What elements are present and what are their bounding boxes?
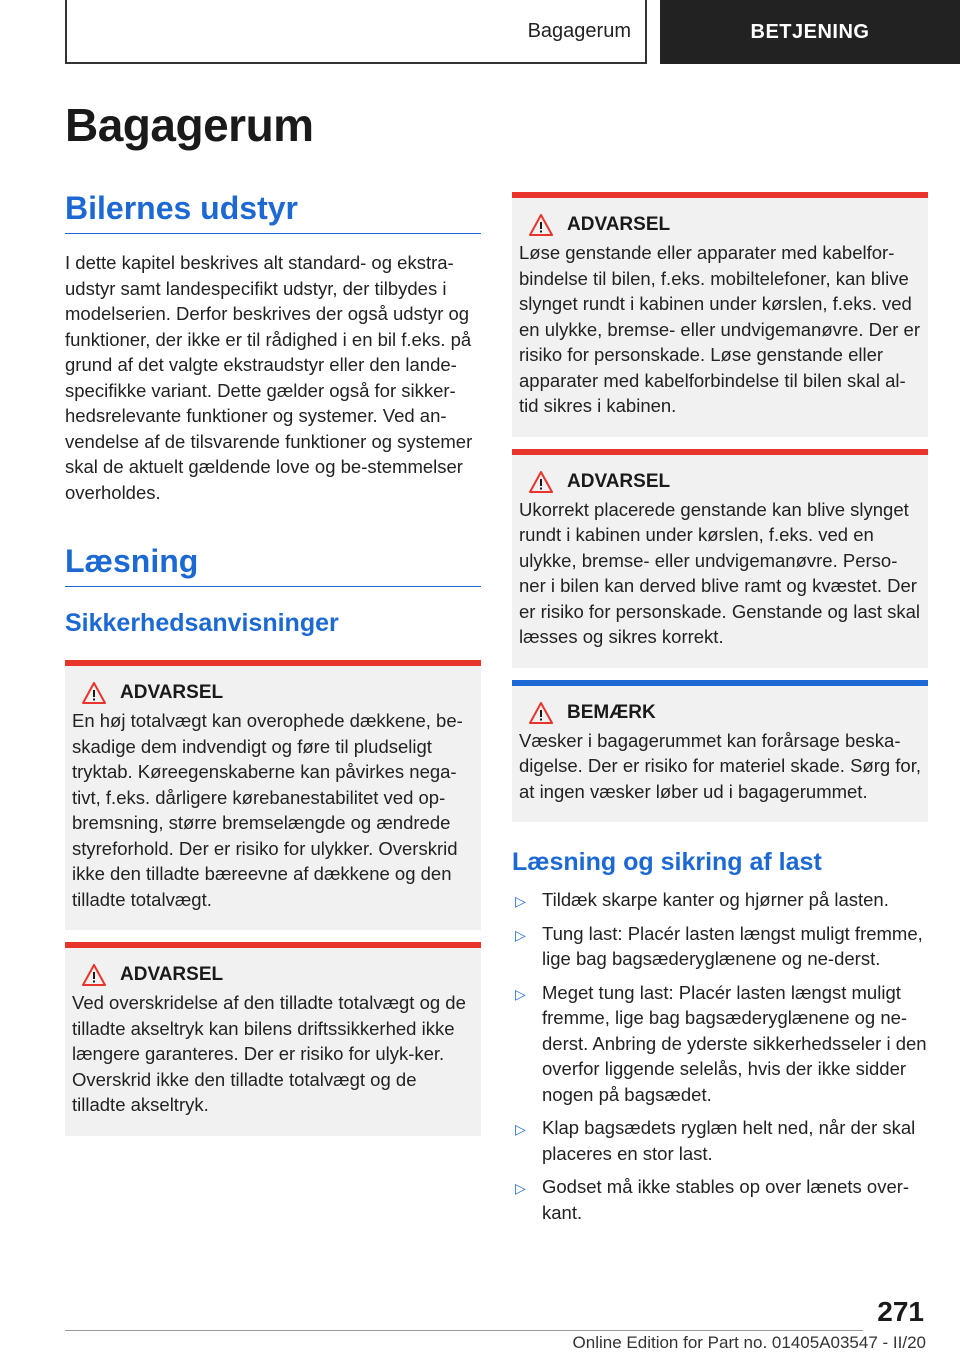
note-box-liquids [512,680,928,823]
warning-triangle-icon [82,682,106,704]
subsection-title-safety: Sikkerhedsanvisninger [65,609,339,637]
section-title-equipment: Bilernes udstyr [65,190,481,234]
header-section-name: Bagagerum [527,19,631,42]
warning-text: En høj totalvægt kan overophede dækkene, be-skadige dem indvendigt og føre til pludseligt tryktab. Køreegenskaberne kan påvirkes nega-tivt, f.eks. dårligere kørebanestabilitet ved op-bremsning, større bremselængde og ændrede styreforhold. Der er risiko for ulykker. Overskrid ikke den tilladte bæreevne af dækkene og den tilladte totalvægt. [72,710,463,910]
warning-triangle-icon [529,214,553,236]
list-item: ▷ Godset må ikke stables op over lænets over-kant. [515,1176,910,1223]
triangle-bullet-icon: ▷ [515,1121,526,1137]
warning-text: Ukorrekt placerede genstande kan blive slynget rundt i kabinen under kørslen, f.eks. ved en ulykke, bremse- eller undvigemanøvre. Perso-ner i bilen kan derved blive ramt og kvæstet. Der er risiko for personskade. Genstande og last skal læsses og sikres korrekt. [519,498,921,647]
warning-heading [519,214,922,236]
warning-label: ADVARSEL [120,682,224,703]
note-label: BEMÆRK [567,701,656,723]
list-item: ▷ Tildæk skarpe kanter og hjørner på lasten. [512,887,928,913]
note-text: Væsker i bagagerummet kan forårsage beska-digelse. Der er risiko for materiel skade. Sørg for, at ingen væsker løber ud i bagagerummet. [519,729,922,802]
page-title: Bagagerum [65,99,314,151]
footer-divider [65,1330,863,1331]
warning-triangle-icon [529,702,553,724]
triangle-bullet-icon: ▷ [515,985,526,1002]
header-chapter: BETJENING [750,20,870,43]
subsection-title-securing-load: Læsning og sikring af last [512,848,822,876]
triangle-bullet-icon: ▷ [515,1180,526,1196]
footer-edition-text: Online Edition for Part no. 01405A03547 - II/20 [572,1333,926,1352]
loading-instructions-list [512,887,928,1225]
warning-label: ADVARSEL [567,214,671,235]
warning-heading [72,964,475,986]
running-header [65,0,647,64]
warning-label: ADVARSEL [567,470,671,492]
warning-heading [519,471,922,493]
equipment-paragraph: I dette kapitel beskrives alt standard- og ekstra-udstyr samt landespecifikt udstyr, der tilbydes i modelserien. Derfor beskrives der også udstyr og funktioner, der ikke er til rådighed i en bil f.eks. på grund af det valgte ekstraudstyr eller den lande-specifikke variant. Dette gælder også for sikker-hedsrelevante funktioner og systemer. Ved an-vendelse af de tilsvarende funktioner og systemer skal de aktuelt gældende love og be-stemmelser overholdes. [65,252,473,503]
list-item: ▷ Tung last: Placér lasten længst muligt fremme, lige bag bagsæderyglænene og ne-derst. [515,922,923,969]
warning-box-misplaced-objects [512,449,928,668]
warning-triangle-icon [529,471,553,493]
page-number: 271 [877,1296,924,1327]
warning-text: Ved overskridelse af den tilladte totalvægt og de tilladte akseltryk kan bilens driftssikkerhed ikke længere garanteres. Der er risiko for ulyk-ker. Overskrid ikke den tilladte totalvægt og de tilladte akseltryk. [72,992,466,1115]
warning-box-loose-objects [512,192,928,437]
left-column [65,190,481,1136]
warning-label: ADVARSEL [120,964,224,985]
warning-heading [72,682,475,704]
right-column [512,192,928,1233]
warning-text: Løse genstande eller apparater med kabelfor-bindelse til bilen, f.eks. mobiltelefoner, kan blive slynget rundt i kabinen under kørslen, f.eks. ved en ulykke, bremse- eller undvigemanøvre. Der er risiko for personskade. Løse genstande eller apparater med kabelforbindelse til bilen skal al-tid sikres i kabinen. [519,242,920,416]
chapter-tab [660,0,960,64]
note-heading [519,702,922,724]
list-item: ▷ Klap bagsædets ryglæn helt ned, når der skal placeres en stor last. [515,1117,916,1164]
warning-triangle-icon [82,964,106,986]
triangle-bullet-icon: ▷ [515,893,526,909]
warning-box-total-weight [65,660,481,930]
section-title-loading: Læsning [65,543,481,587]
triangle-bullet-icon: ▷ [515,926,526,943]
warning-box-axle-load [65,942,481,1136]
list-item: ▷ Meget tung last: Placér lasten længst muligt fremme, lige bag bagsæderyglænene og ne-derst. Anbring de yderste sikkerhedsseler i den overfor liggende selelås, hvis der ikke sidder nogen på bagsædet. [515,981,927,1105]
